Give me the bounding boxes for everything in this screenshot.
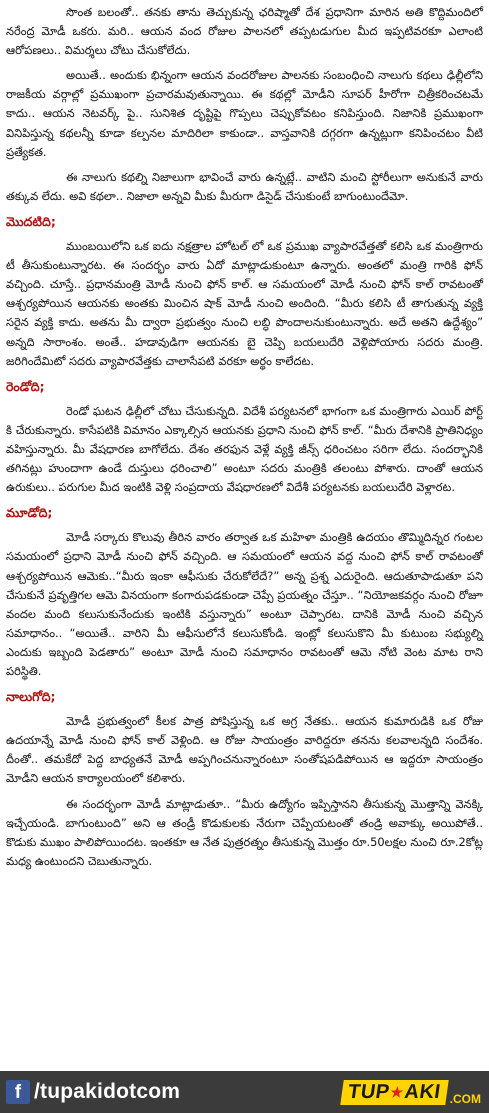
section-heading: మూడోది; xyxy=(6,505,53,521)
star-icon: ★ xyxy=(389,1083,405,1100)
logo-wordmark xyxy=(340,1080,448,1105)
article-paragraph: మోడీ ప్రభుత్వంలో కీలక పాత్ర పోషిస్తున్న ఒక అగ్ర నేతకు.. ఆయన కుమారుడికి ఒక రోజు ఉదయాన్నే మోడీ నుంచి ఫోన్ కాల్ వెళ్లింది. ఆ రోజు సాయంత్రం వారిద్దరూ తనను కలవాలన్నది సందేశం. దీంతో.. తమకేదో పెద్ద బాధ్యతనే మోడీ అప్పగించనున్నారంటూ సంతోషపడిపోయిన ఆ ఇద్దరూ సాయంత్రం మోడీని ఆయన కార్యాలయంలో కలిశారు. xyxy=(6,714,483,786)
article-paragraph: మోడీ సర్కారు కొలువు తీరిన వారం తర్వాత ఒక మహిళా మంత్రికి ఉదయం తొమ్మిదిన్నర గంటల సమయంలో ప్రధాని మోడీ నుంచి ఫోన్ వచ్చింది. ఆ సమయంలో ఆయన వద్ద నుంచి ఫోన్ కాల్ రావటంతో ఆశ్చర్యపోయిన ఆమెకు..“మీరు ఇంకా ఆఫీసుకు చేరుకోలేదే?” అన్న ప్రశ్న ఎదురైంది. ఆదుతూపాడుతూ పని చేసుకునే ప్రవృత్తిగల ఆమె వినయంగా కంగారుపడకుండా చెప్పే ప్రయత్నం చేస్తూ.. “నియోజకవర్గం నుంచి రోజూ వందల మంది కలుసుకునేందుకు ఇంటికి వస్తున్నారు” అంటూ చెప్పారట. దానికి మోడీ నుంచి వచ్చిన సమాధానం.. “అయితే.. వారిని మీ ఆఫీసులోనే కలుసుకోండి. ఇంట్లో కలుసుకొని మీ కుటుంబ సభ్యుల్ని ఎందుకు ఇబ్బంది పెడతారు” అంటూ మోడీ నుంచి సమాధానం రావటంతో ఆమె నోటి వెంట మాట రాని పరిస్థితి. xyxy=(6,530,483,678)
section-heading: నాలుగోది; xyxy=(6,689,56,705)
site-logo[interactable] xyxy=(342,1078,481,1106)
facebook-handle: /tupakidotcom xyxy=(34,1080,181,1103)
logo-tld: .COM xyxy=(449,1092,481,1106)
article-paragraph: ఈ సందర్భంగా మోడీ మాట్లాడుతూ.. “మీరు ఉద్యోగం ఇప్పిస్తానని తీసుకున్న మొత్తాన్ని వెనక్కి ఇచ్చేయండి. బాగుంటుంది” అని ఆ తండ్రీ కొడుకులకు నేరుగా చెప్పేయటంతో తండ్రి అవాక్కు అయిపోతే.. కొడుకు ముఖం పాలిపోయిందట. ఇంతకూ ఆ నేత పుత్రరత్నం తీసుకున్న మొత్తం రూ.50లక్షల నుంచి రూ.2కోట్ల మధ్య ఉంటుందని చెబుతున్నారు. xyxy=(6,796,483,868)
article-paragraph: ఈ నాలుగు కథల్ని నిజాలుగా భావించే వారు ఉన్నట్లే.. వాటిని మంచి స్టోరీలుగా అనుకునే వారు తక్కువ లేదు. అవి కథలా.. నిజాలా అన్నవి మీకు మీరుగా డిసైడ్ చేసుకుంటే బాగుంటుందేమో. xyxy=(6,169,483,203)
article-paragraph: సొంత బలంతో.. తనకు తాను తెచ్చుకున్న ఛరిష్మాతో దేశ ప్రధానిగా మారిన అతి కొద్దిమందిలో నరేంద్ర మోడీ ఒకరు. మరి.. ఆయన వంద రోజుల పాలనలో తప్పటడుగుల మీద ఇప్పటివరకూ ఎలాంటి ఆరోపణలు.. విమర్శలు చోటు చేసుకోలేదు. xyxy=(6,5,483,58)
article-paragraph: ముంబయిలోని ఒక ఐదు నక్షత్రాల హోటల్ లో ఒక ప్రముఖ వ్యాపారవేత్తతో కలిసి ఒక మంత్రిగారు టీ తీసుకుంటున్నారట. ఈ సందర్భం వారు ఏదో మాట్లాడుకుంటూ ఉన్నారు. అంతలో మంత్రి గారికి ఫోన్ వచ్చింది. చూస్తే.. ప్రధానమంత్రి మోడీ నుంచి ఫోన్ కాల్. ఆ సమయంలో మోడీ నుంచి ఫోన్ కాల్ రావటంతో ఆశ్చర్యపోయిన ఆయనకు అంతకు మించిన షాక్ మోడీ నుంచి అందింది. “మీరు కలిసి టీ తాగుతున్న వ్యక్తి సరైన వ్యక్తి కాదు. అతను మీ ద్వారా ప్రభుత్వం నుంచి లబ్ధి పొందాలనుకుంటున్నారు. అదే అతని ఉద్దేశ్యం” అన్నది సారాంశం. అంతే.. హడావుడిగా ఆయనకు బై చెప్పి బయలుదేరి వెళ్లిపోయారు సదరు మంత్రి. జరిగిందేమిటో సదరు వ్యాపారవేత్తకు చాలాసేపటి వరకూ అర్థం కాలేదట. xyxy=(6,239,483,368)
logo-text-right: AKI xyxy=(403,1080,443,1103)
article-paragraph: అయితే.. అందుకు భిన్నంగా ఆయన వందరోజుల పాలనకు సంబంధించి నాలుగు కథలు ఢిల్లీలోని రాజకీయ వర్గాల్లో ప్రముఖంగా ప్రచారమవుతున్నాయి. ఈ కథల్లో మోడీని సూపర్ హీరోగా చిత్రీకరించటమే కాదు.. ఆయన నెటవర్క్ పై.. సునిశిత దృష్టిపై గొప్పలు చెప్పుకోవటం కనిపిస్తుంది. నిజానికి ప్రముఖంగా వినిపిస్తున్న కథలన్నీ కూడా కల్పనల మాదిరిలా కాకుండా.. వాస్తవానికి దగ్గరగా ఉన్నట్లుగా కనిపించటం వీటి ప్రత్యేకత. xyxy=(6,68,483,159)
logo-text-left: TUP xyxy=(346,1080,392,1103)
section-heading: మొదటిది; xyxy=(6,213,56,229)
footer-bar xyxy=(0,1071,489,1113)
section-heading: రెండోది; xyxy=(6,378,45,394)
facebook-link[interactable] xyxy=(6,1077,180,1107)
article-paragraph: రెండో ఘటన ఢిల్లీలో చోటు చేసుకున్నది. విదేశీ పర్యటనలో భాగంగా ఒక మంత్రిగారు ఎయిర్ పోర్ట్ కి చేరుకున్నారు. కాసేపటికి విమానం ఎక్కాల్సిన ఆయనకు ప్రధాని నుంచి ఫోన్ కాల్. “మీరు దేశానికి ప్రాతినిధ్యం వహిస్తున్నారు. మీ వేషధారణ బాగోలేదు. దేశం తరఫున వెళ్లే వ్యక్తి జీన్స్ ధరించటం సరిగా లేదు. సందర్భానికి తగినట్లు హుందాగా ఉండే దుస్తులు ధరించాలి” అంటూ సదరు మంత్రికి తలంటు పోశారు. దాంతో ఆయన ఉరుకులు.. పరుగుల మీద ఇంటికి వెళ్లి సంప్రదాయ వేషధారణలో విదేశీ పర్యటనకు బయలుదేరి వెళ్లారట. xyxy=(6,403,483,495)
facebook-icon: f xyxy=(6,1080,30,1104)
